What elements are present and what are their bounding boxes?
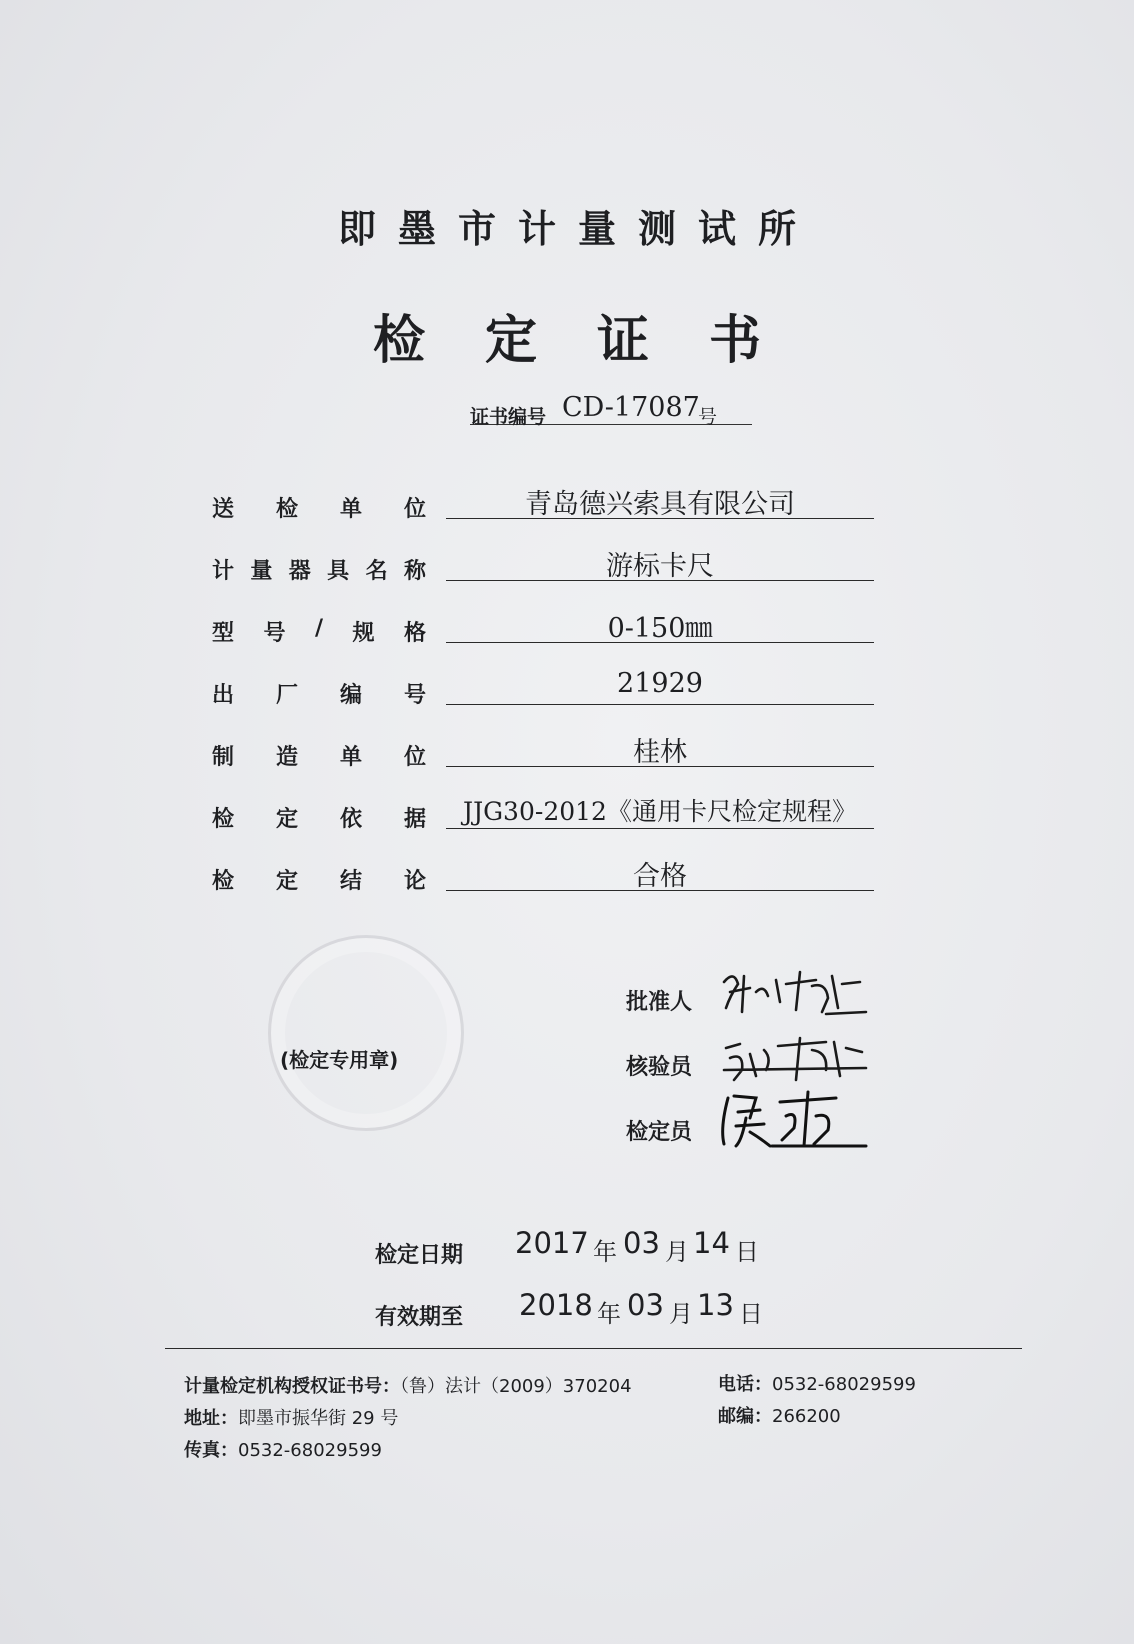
phone-label: 电话： [718, 1374, 772, 1395]
address-label: 地址： [184, 1408, 238, 1429]
valid-until-label: 有效期至 [375, 1305, 464, 1330]
field-label: 出 厂 编 号 [212, 683, 426, 708]
authorization-label: 计量检定机构授权证书号： [184, 1376, 400, 1397]
verifier-label: 核验员 [626, 1055, 693, 1080]
certificate-number [470, 392, 752, 428]
field-label: 检 定 结 论 [212, 869, 426, 894]
fax-value: 0532-68029599 [238, 1440, 382, 1461]
phone-value: 0532-68029599 [772, 1374, 916, 1395]
document-title: 检定证书 [372, 311, 821, 371]
field-underline [446, 766, 874, 767]
field-underline [446, 890, 874, 891]
field-row-instrument-name [0, 544, 1134, 584]
field-row-client [0, 482, 1134, 522]
authorization-value: （鲁）法计（2009）370204 [400, 1376, 632, 1397]
field-value: 0-150㎜ [607, 613, 713, 644]
day-unit: 日 [739, 1300, 763, 1328]
inspection-year: 2017 [515, 1226, 589, 1260]
field-underline [446, 704, 874, 705]
valid-day: 13 [697, 1288, 734, 1322]
field-label: 送 检 单 位 [212, 497, 426, 522]
field-label: 检 定 依 据 [212, 807, 426, 832]
inspector-signature [716, 1088, 876, 1148]
field-underline [446, 580, 874, 581]
inspection-month: 03 [623, 1226, 660, 1260]
postcode-label: 邮编： [718, 1406, 772, 1427]
field-value: 21929 [617, 668, 703, 699]
approver-signature [716, 962, 876, 1022]
field-label: 计 量 器 具 名 称 [212, 559, 426, 584]
embossed-seal [268, 935, 464, 1131]
month-unit: 月 [665, 1238, 689, 1266]
month-unit: 月 [669, 1300, 693, 1328]
field-value: 青岛德兴索具有限公司 [525, 489, 795, 520]
field-underline [446, 518, 874, 519]
year-unit: 年 [597, 1300, 621, 1328]
approver-label: 批准人 [626, 990, 693, 1015]
inspection-day: 14 [693, 1226, 730, 1260]
field-label: 制 造 单 位 [212, 745, 426, 770]
valid-year: 2018 [519, 1288, 593, 1322]
inspection-date-label: 检定日期 [375, 1243, 464, 1268]
field-label: 型 号 / 规 格 [212, 616, 426, 646]
address-info [184, 1404, 398, 1430]
field-underline [446, 642, 874, 643]
certificate-number-value: CD-17087 [562, 392, 700, 423]
field-value: 合格 [633, 861, 687, 892]
verifier-signature [716, 1030, 876, 1090]
field-value: JJG30-2012《通用卡尺检定规程》 [463, 797, 857, 826]
postcode-info [718, 1402, 841, 1428]
certificate-number-label: 证书编号 [470, 406, 547, 428]
postcode-value: 266200 [772, 1406, 841, 1427]
field-value: 游标卡尺 [606, 551, 714, 582]
field-value: 桂林 [633, 737, 687, 768]
field-row-model [0, 606, 1134, 646]
seal-label: (检定专用章) [280, 1048, 399, 1072]
fax-info [184, 1436, 382, 1462]
field-row-conclusion [0, 854, 1134, 894]
year-unit: 年 [593, 1238, 617, 1266]
institute-name: 即墨市计量测试所 [337, 207, 818, 251]
fax-label: 传真： [184, 1440, 238, 1461]
field-row-basis [0, 792, 1134, 832]
certificate-number-suffix: 号 [698, 406, 718, 428]
field-row-serial [0, 668, 1134, 708]
footer-divider [165, 1348, 1022, 1349]
valid-month: 03 [627, 1288, 664, 1322]
day-unit: 日 [735, 1238, 759, 1266]
field-row-manufacturer [0, 730, 1134, 770]
phone-info [718, 1370, 916, 1396]
address-value: 即墨市振华街 29 号 [238, 1408, 399, 1429]
field-underline [446, 828, 874, 829]
inspector-label: 检定员 [626, 1120, 693, 1145]
authorization-info [184, 1372, 632, 1398]
